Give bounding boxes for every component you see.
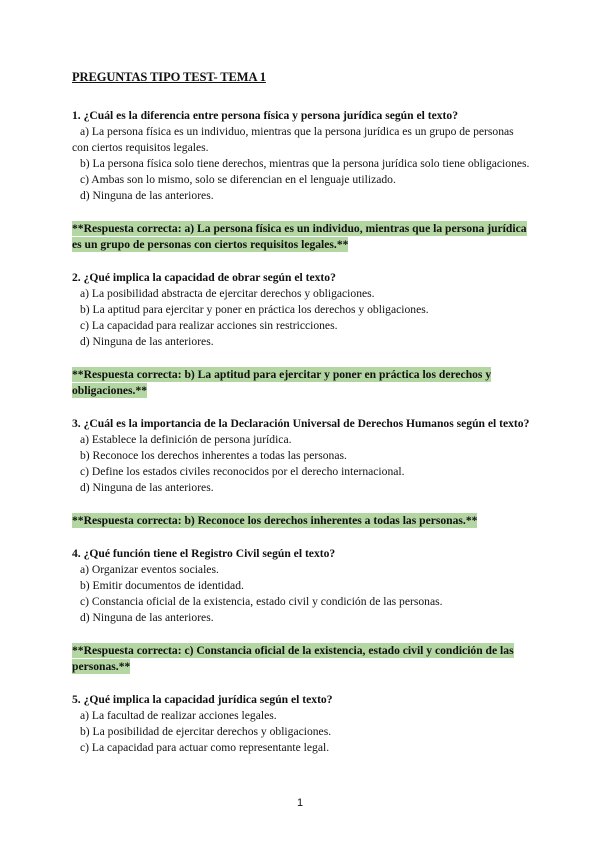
options-list — [72, 562, 532, 626]
option-item: c) Define los estados civiles reconocidos por el derecho internacional. — [80, 465, 405, 478]
option-item: d) Ninguna de las anteriores. — [80, 611, 214, 624]
option-item: b) La aptitud para ejercitar y poner en práctica los derechos y obligaciones. — [80, 303, 429, 316]
option-item: a) Organizar eventos sociales. — [80, 563, 219, 576]
question-text: 5. ¿Qué implica la capacidad jurídica según el texto? — [72, 693, 333, 706]
option-item: a) Establece la definición de persona jurídica. — [80, 433, 292, 446]
option-item: c) Ambas son lo mismo, solo se diferencian en el lenguaje utilizado. — [80, 173, 396, 186]
option-item: b) La posibilidad de ejercitar derechos y obligaciones. — [80, 725, 332, 738]
correct-answer — [72, 221, 532, 253]
question-block — [72, 108, 532, 253]
question-text: 3. ¿Cuál es la importancia de la Declaración Universal de Derechos Humanos según el texto? — [72, 417, 530, 430]
option-item: a) La facultad de realizar acciones legales. — [80, 709, 277, 722]
answer-highlight: **Respuesta correcta: b) La aptitud para ejercitar y poner en práctica los derechos y obligaciones.** — [72, 368, 492, 397]
option-item: d) Ninguna de las anteriores. — [80, 335, 214, 348]
options-list — [72, 286, 532, 350]
option-item: c) La capacidad para realizar acciones sin restricciones. — [80, 319, 338, 332]
document-page — [72, 70, 532, 756]
option-item: b) Emitir documentos de identidad. — [80, 579, 244, 592]
options-list — [72, 432, 532, 496]
question-block — [72, 416, 532, 529]
question-text: 1. ¿Cuál es la diferencia entre persona física y persona jurídica según el texto? — [72, 109, 458, 122]
options-list — [72, 124, 532, 204]
option-item: b) Reconoce los derechos inherentes a todas las personas. — [80, 449, 347, 462]
question-block — [72, 546, 532, 675]
option-item: d) Ninguna de las anteriores. — [80, 189, 214, 202]
option-item: c) Constancia oficial de la existencia, estado civil y condición de las personas. — [80, 595, 443, 608]
option-item: c) La capacidad para actuar como representante legal. — [80, 741, 330, 754]
correct-answer — [72, 513, 532, 529]
correct-answer — [72, 643, 532, 675]
document-title: PREGUNTAS TIPO TEST- TEMA 1 — [72, 70, 266, 84]
option-item: b) La persona física solo tiene derechos, mientras que la persona jurídica solo tiene obligaciones. — [80, 157, 530, 170]
option-item: a) La posibilidad abstracta de ejercitar derechos y obligaciones. — [80, 287, 375, 300]
page-number: 1 — [296, 797, 304, 809]
question-text: 2. ¿Qué implica la capacidad de obrar según el texto? — [72, 271, 336, 284]
correct-answer — [72, 367, 532, 399]
answer-highlight: **Respuesta correcta: a) La persona física es un individuo, mientras que la persona jurídica es un grupo de personas con ciertos requisitos legales.** — [72, 222, 527, 251]
question-text: 4. ¿Qué función tiene el Registro Civil según el texto? — [72, 547, 336, 560]
options-list — [72, 708, 532, 756]
question-block — [72, 692, 532, 756]
question-block — [72, 270, 532, 399]
answer-highlight: **Respuesta correcta: b) Reconoce los derechos inherentes a todas las personas.** — [72, 514, 478, 527]
option-item: d) Ninguna de las anteriores. — [80, 481, 214, 494]
option-item: a) La persona física es un individuo, mientras que la persona jurídica es un grupo de personas con ciertos requisitos legales. — [72, 125, 514, 154]
answer-highlight: **Respuesta correcta: c) Constancia oficial de la existencia, estado civil y condición de las personas.** — [72, 644, 514, 673]
